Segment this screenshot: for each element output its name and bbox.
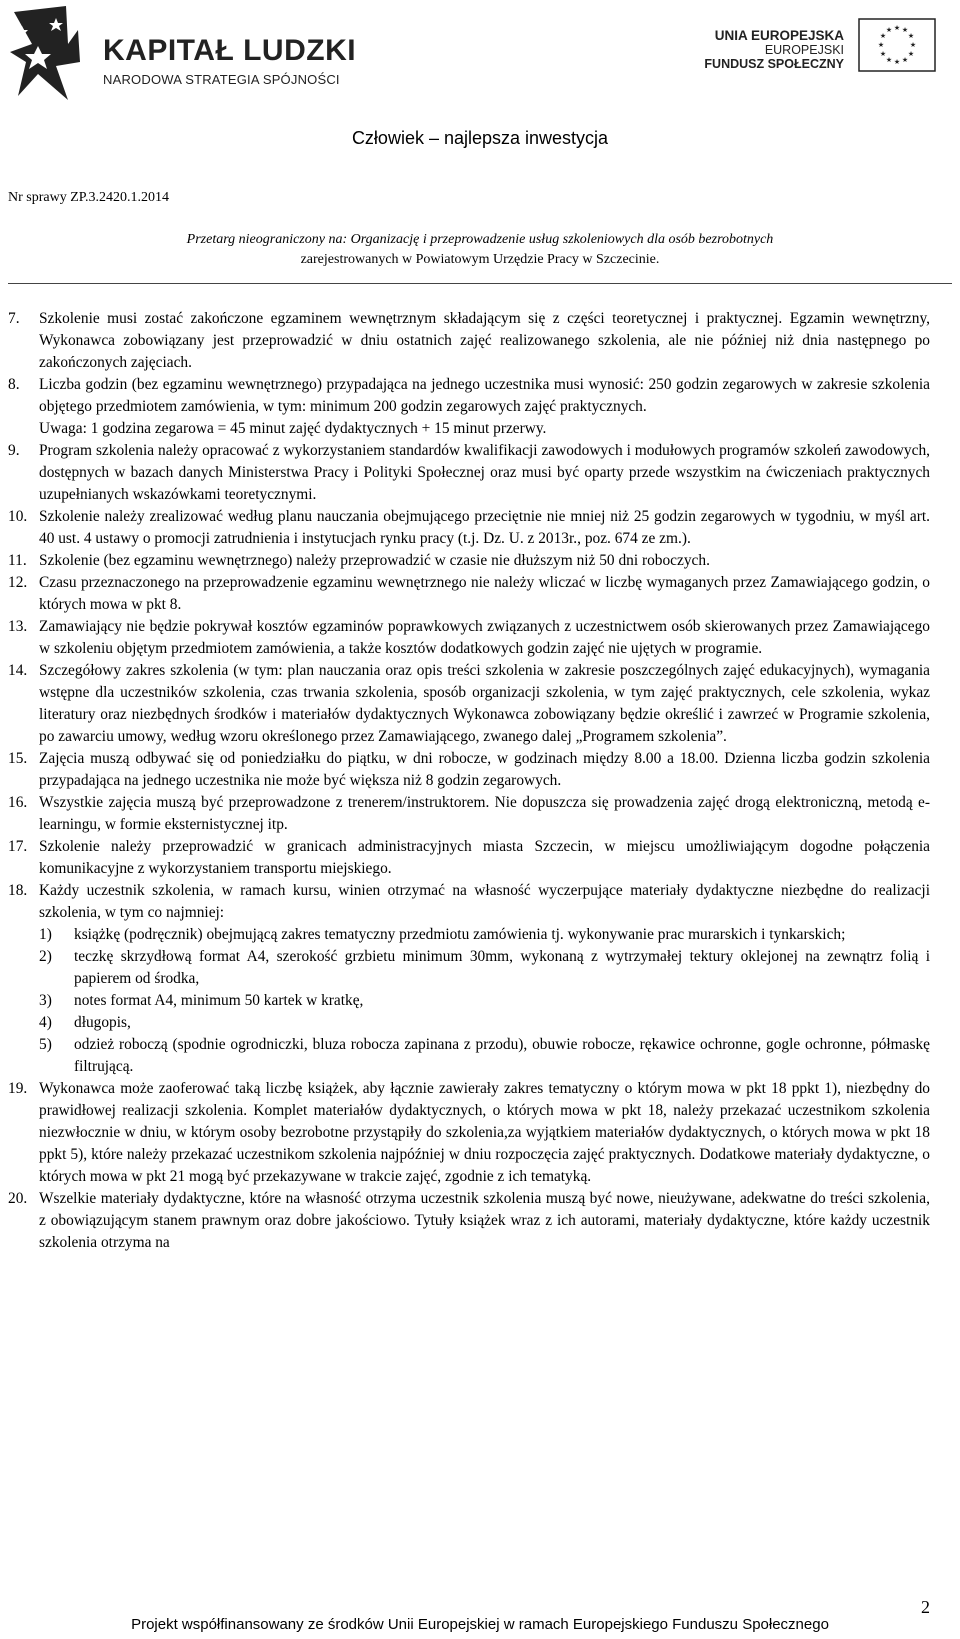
sub-item-number: 1) [39,926,52,943]
header-divider [8,283,952,284]
list-item [8,748,930,792]
eu-logo-text [704,28,844,71]
list-item [8,792,930,836]
item-number: 18. [8,882,28,899]
list-item [8,880,930,924]
list-item [8,374,930,440]
page-number: 2 [921,1597,930,1617]
sub-item-text: odzież roboczą (spodnie ogrodniczki, bluza robocza zapinana z przodu), obuwie robocze, rękawice ochronne, gogle ochronne, półmaskę filtrującą. [74,1036,930,1075]
svg-text:★: ★ [885,26,893,34]
item-text: Liczba godzin (bez egzaminu wewnętrznego) przypadająca na jednego uczestnika musi wynosić: 250 godzin zegarowych w zakresie szkolenia objętego przedmiotem zamówienia, w tym: minimum 200 godzin zegarowych zajęć praktycznych. [39,376,930,415]
eu-logo-line3: FUNDUSZ SPOŁECZNY [704,57,844,71]
footer-text: Projekt współfinansowany ze środków Unii Europejskiej w ramach Europejskiego Funduszu Społecznego [131,1616,829,1633]
motto: Człowiek – najlepsza inwestycja [351,128,609,148]
list-item [8,550,930,572]
item-text: Zajęcia muszą odbywać się od poniedziałku do piątku, w dni robocze, w godzinach między 8.00 a 18.00. Dzienna liczba godzin szkolenia przypadająca na jednego uczestnika nie może być większa niż 8 godzin zegarowych. [39,750,930,789]
item-text: Wszystkie zajęcia muszą być przeprowadzone z trenerem/instruktorem. Nie dopuszcza się prowadzenia zajęć drogą elektroniczną, metodą e-learningu, w formie eksternistycznej itp. [39,794,930,833]
item-note: Uwaga: 1 godzina zegarowa = 45 minut zajęć dydaktycznych + 15 minut przerwy. [39,420,547,437]
sub-item-text: notes format A4, minimum 50 kartek w kratkę, [74,992,364,1009]
sub-item-number: 3) [39,992,52,1009]
svg-text:★: ★ [907,32,915,40]
svg-text:★: ★ [907,50,915,58]
kapital-ludzki-logo [8,4,357,104]
item-number: 7. [8,310,20,327]
item-text: Wykonawca może zaoferować taką liczbę książek, aby łącznie zawierały zakres tematyczny o którym mowa w pkt 18 ppkt 1), niezbędny do prawidłowej realizacji szkolenia. Komplet materiałów dydaktycznych, o których mowa w pkt 18, należy przekazać uczestnikom szkolenia niezwłocznie w dniu, w którym osoby bezrobotne przystąpiły do szkolenia,za wyjątkiem materiałów dydaktycznych, o których mowa w pkt 18 ppkt 5), które należy przekazać uczestnikom szkolenia najpóźniej w dniu rozpoczęcia zajęć praktycznych. Dodatkowe materiały dydaktyczne, o których mowa w pkt 21 mogą być przekazywane w trakcie zajęć, zgodnie z ich tematyką. [39,1080,930,1185]
item-text: Szkolenie musi zostać zakończone egzaminem wewnętrznym składającym się z części teoretycznej i praktycznej. Egzamin wewnętrzny, Wykonawca zobowiązany jest przeprowadzić w dniu ostatnich zajęć realizowanego szkolenia, ale nie później niż dnia następnego po zakończonych zajęciach. [39,310,930,371]
item-number: 17. [8,838,28,855]
item-number: 15. [8,750,28,767]
item-number: 19. [8,1080,28,1097]
svg-text:★: ★ [893,58,901,66]
eu-logo-line2: EUROPEJSKI [764,43,844,57]
svg-text:★: ★ [901,56,909,64]
list-item [8,572,930,616]
item-number: 16. [8,794,28,811]
svg-text:★: ★ [901,26,909,34]
svg-text:★: ★ [885,56,893,64]
kapital-ludzki-star-icon [8,4,100,104]
item-number: 11. [8,552,27,569]
svg-text:★: ★ [879,32,887,40]
item-number: 20. [8,1190,28,1207]
sub-list-item [8,1012,930,1034]
list-item [8,1188,930,1254]
sub-list-item [8,1034,930,1078]
list-item [8,1078,930,1188]
sub-list-item [8,990,930,1012]
sub-item-text: długopis, [74,1014,131,1031]
item-text: Szkolenie (bez egzaminu wewnętrznego) należy przeprowadzić w czasie nie dłuższym niż 50 dni roboczych. [39,552,710,569]
item-number: 12. [8,574,28,591]
tender-line1: Przetarg nieograniczony na: Organizację i przeprowadzenie usług szkoleniowych dla osób bezrobotnych [186,232,774,247]
list-item [8,836,930,880]
list-item [8,506,930,550]
item-text: Zamawiający nie będzie pokrywał kosztów egzaminów poprawkowych związanych z uczestnictwem osób skierowanych przez Zamawiającego w szkoleniu objętym przedmiotem zamówienia, a także kosztów dodatkowych godzin zajęć nie ujętych w programie. [39,618,930,657]
svg-text:★: ★ [879,50,887,58]
svg-text:★: ★ [893,24,901,32]
eu-logo-line1: UNIA EUROPEJSKA [714,28,844,43]
item-text: Szkolenie należy przeprowadzić w granicach administracyjnych miasta Szczecin, w miejscu umożliwiającym dogodne połączenia komunikacyjne z wykorzystaniem transportu miejskiego. [39,838,930,877]
item-number: 8. [8,376,20,393]
item-number: 13. [8,618,28,635]
list-item [8,660,930,748]
sub-item-text: książkę (podręcznik) obejmującą zakres tematyczny przedmiotu zamówienia tj. wykonywanie prac murarskich i tynkarskich; [74,926,846,943]
item-text: Wszelkie materiały dydaktyczne, które na własność otrzyma uczestnik szkolenia muszą być nowe, nieużywane, adekwatne do treści szkolenia, z obowiązującym stanem prawnym oraz dobre jakościowo. Tytuły książek wraz z ich autorami, materiały dydaktyczne, które każdy uczestnik szkolenia otrzyma na [39,1190,930,1251]
list-item [8,308,930,374]
tender-title [0,230,960,270]
list-item [8,616,930,660]
eu-flag-icon [858,18,936,72]
svg-text:★: ★ [909,41,917,49]
item-text: Każdy uczestnik szkolenia, w ramach kursu, winien otrzymać na własność wyczerpujące materiały dydaktyczne niezbędne do realizacji szkolenia, w tym co najmniej: [39,882,930,921]
svg-text:★: ★ [877,41,885,49]
eu-logo [696,18,936,90]
sub-list-item [8,946,930,990]
kapital-ludzki-title: KAPITAŁ LUDZKI [103,34,357,67]
item-text: Czasu przeznaczonego na przeprowadzenie egzaminu wewnętrznego nie należy wliczać w liczbę wymaganych przez Zamawiającego godzin, o których mowa w pkt 8. [39,574,930,613]
sub-item-number: 2) [39,948,52,965]
requirements-list [8,308,930,1254]
item-number: 9. [8,442,20,459]
tender-line2: zarejestrowanych w Powiatowym Urzędzie Pracy w Szczecinie. [300,252,660,267]
item-number: 14. [8,662,28,679]
sub-item-number: 5) [39,1036,52,1053]
item-text: Szczegółowy zakres szkolenia (w tym: plan nauczania oraz opis treści szkolenia w zakresie poszczególnych zajęć edukacyjnych), wymagania wstępne dla uczestników szkolenia, czas trwania szkolenia, sposób organizacji szkolenia, w tym zajęć praktycznych, cele szkolenia, wykaz literatury oraz niezbędnych środków i materiałów dydaktycznych Wykonawca zobowiązany będzie określić i zawrzeć w Programie szkolenia, po zawarciu umowy, według wzoru określonego przez Zamawiającego, zwanego dalej „Programem szkolenia”. [39,662,930,745]
item-text: Program szkolenia należy opracować z wykorzystaniem standardów kwalifikacji zawodowych i modułowych programów szkoleń zawodowych, dostępnych w bazach danych Ministerstwa Pracy i Polityki Społecznej oraz musi być oparty przede wszystkim na ćwiczeniach praktycznych uzupełnianych wskazówkami teoretycznymi. [39,442,930,503]
sub-item-text: teczkę skrzydłową format A4, szerokość grzbietu minimum 30mm, wykonaną z wytrzymałej tektury oklejonej na zewnątrz folią i papierem od środka, [74,948,930,987]
kapital-ludzki-subtitle: NARODOWA STRATEGIA SPÓJNOŚCI [103,72,340,87]
sub-item-number: 4) [39,1014,52,1031]
list-item [8,440,930,506]
sub-list-item [8,924,930,946]
item-text: Szkolenie należy zrealizować według planu nauczania obejmującego przeciętnie nie mniej niż 25 godzin zegarowych w tygodniu, w myśl art. 40 ust. 4 ustawy o promocji zatrudnienia i instytucjach rynku pracy (t.j. Dz. U. z 2013r., poz. 674 ze zm.). [39,508,930,547]
item-number: 10. [8,508,28,525]
case-number: Nr sprawy ZP.3.2420.1.2014 [8,190,169,205]
